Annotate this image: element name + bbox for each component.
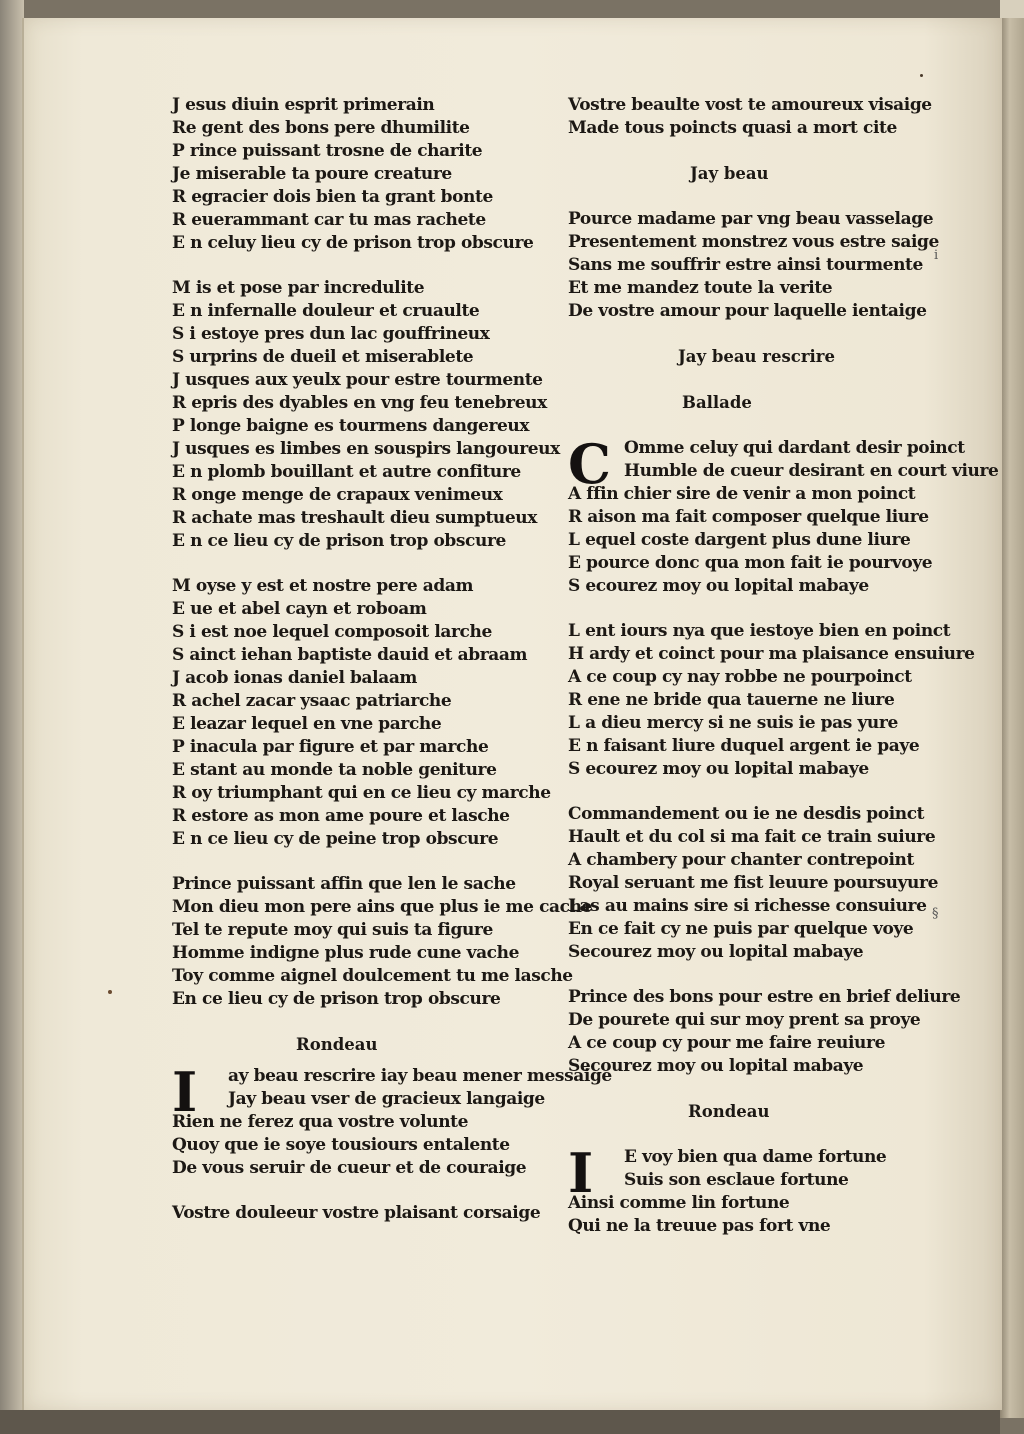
verse-line: R oy triumphant qui en ce lieu cy marche <box>172 783 551 803</box>
verse-line: R estore as mon ame poure et lasche <box>172 806 510 826</box>
ink-spot <box>108 990 112 994</box>
verse-line: Secourez moy ou lopital mabaye <box>568 1056 864 1076</box>
verse-line: E n infernalle douleur et cruaulte <box>172 301 480 321</box>
verse-line: E ue et abel cayn et roboam <box>172 599 427 619</box>
verse-line: S ecourez moy ou lopital mabaye <box>568 759 869 779</box>
verse-line: Royal seruant me fist leuure poursuyure <box>568 873 938 893</box>
verse-line: Et me mandez toute la verite <box>568 278 833 298</box>
margin-mark: i <box>934 248 939 263</box>
verse-line: Re gent des bons pere dhumilite <box>172 118 470 138</box>
verse-line: Secourez moy ou lopital mabaye <box>568 942 864 962</box>
verse-line: A chambery pour chanter contrepoint <box>568 850 914 870</box>
verse-line: R euerammant car tu mas rachete <box>172 210 486 230</box>
verse-line: Made tous poincts quasi a mort cite <box>568 118 897 138</box>
verse-line: E n ce lieu cy de peine trop obscure <box>172 829 499 849</box>
verse-line: Qui ne la treuue pas fort vne <box>568 1216 831 1236</box>
verse-line: R ene ne bride qua tauerne ne liure <box>568 690 895 710</box>
verse-line: E n ce lieu cy de prison trop obscure <box>172 531 506 551</box>
verse-line: R epris des dyables en vng feu tenebreux <box>172 393 547 413</box>
section-heading: Jay beau rescrire <box>678 347 835 366</box>
verse-line: Mon dieu mon pere ains que plus ie me cache <box>172 897 592 917</box>
verse-line: Presentement monstrez vous estre saige <box>568 232 939 252</box>
right-stanza-a <box>568 208 948 323</box>
verse-line: R achate mas treshault dieu sumptueux <box>172 508 537 528</box>
right-stanza-b <box>568 620 975 781</box>
verse-line: E voy bien qua dame fortune <box>624 1147 887 1167</box>
verse-line: L ent iours nya que iestoye bien en poinct <box>568 621 951 641</box>
verse-line: Vostre douleeur vostre plaisant corsaige <box>172 1203 541 1223</box>
verse-line: P longe baigne es tourmens dangereux <box>172 416 530 436</box>
verse-line: R aison ma fait composer quelque liure <box>568 507 929 527</box>
verse-line: R onge menge de crapaux venimeux <box>172 485 503 505</box>
ballade-heading: Ballade <box>682 393 752 412</box>
verse-line: Prince des bons pour estre en brief deliure <box>568 987 961 1007</box>
drop-cap: C <box>568 432 611 496</box>
verse-line: En ce fait cy ne puis par quelque voye <box>568 919 914 939</box>
verse-line: Omme celuy qui dardant desir poinct <box>624 438 965 458</box>
bottom-edge <box>0 1410 1000 1434</box>
ink-spot <box>920 74 923 77</box>
verse-line: R egracier dois bien ta grant bonte <box>172 187 493 207</box>
verse-line: Prince puissant affin que len le sache <box>172 874 516 894</box>
left-stanza-1 <box>172 94 552 255</box>
verse-line: S urprins de dueil et miserablete <box>172 347 474 367</box>
verse-line: S i est noe lequel composoit larche <box>172 622 492 642</box>
verse-line: J acob ionas daniel balaam <box>172 668 418 688</box>
verse-line: Vostre beaulte vost te amoureux visaige <box>568 95 932 115</box>
verse-line: Jay beau vser de gracieux langaige <box>228 1089 545 1109</box>
verse-line: ay beau rescrire iay beau mener messaige <box>228 1066 612 1086</box>
verse-line: Las au mains sire si richesse consuiure <box>568 896 927 916</box>
section-heading: Jay beau <box>690 164 769 183</box>
rondeau-heading: Rondeau <box>688 1102 770 1121</box>
verse-line: Pource madame par vng beau vasselage <box>568 209 934 229</box>
verse-line: A ffin chier sire de venir a mon poinct <box>568 484 916 504</box>
left-stanza-3 <box>172 575 552 851</box>
verse-line: Suis son esclaue fortune <box>624 1170 849 1190</box>
verse-line: Hault et du col si ma fait ce train suiure <box>568 827 936 847</box>
verse-line: Humble de cueur desirant en court viure <box>624 461 999 481</box>
verse-line: E n plomb bouillant et autre confiture <box>172 462 521 482</box>
verse-line: R achel zacar ysaac patriarche <box>172 691 452 711</box>
book-spine <box>1000 18 1024 1418</box>
verse-line: J esus diuin esprit primerain <box>172 95 435 115</box>
verse-line: S ecourez moy ou lopital mabaye <box>568 576 869 596</box>
verse-line: S ainct iehan baptiste dauid et abraam <box>172 645 528 665</box>
right-stanza-c <box>568 803 948 964</box>
verse-line: E pource donc qua mon fait ie pourvoye <box>568 553 933 573</box>
verse-line: Commandement ou ie ne desdis poinct <box>568 804 925 824</box>
right-opening <box>568 94 948 140</box>
verse-line: H ardy et coinct pour ma plaisance ensuiure <box>568 644 975 664</box>
left-envoi <box>172 873 592 1011</box>
verse-line: M is et pose par incredulite <box>172 278 425 298</box>
left-column <box>172 94 612 1225</box>
verse-line: J usques es limbes en souspirs langoureux <box>172 439 560 459</box>
verse-line: De vostre amour pour laquelle ientaige <box>568 301 927 321</box>
verse-line: P inacula par figure et par marche <box>172 737 489 757</box>
verse-line: Ainsi comme lin fortune <box>568 1193 790 1213</box>
verse-line: P rince puissant trosne de charite <box>172 141 483 161</box>
verse-line: Je miserable ta poure creature <box>172 164 452 184</box>
verse-line: Quoy que ie soye tousiours entalente <box>172 1135 510 1155</box>
verse-line: Homme indigne plus rude cune vache <box>172 943 520 963</box>
verse-line: J usques aux yeulx pour estre tourmente <box>172 370 543 390</box>
verse-line: Rien ne ferez qua vostre volunte <box>172 1112 469 1132</box>
verse-line: E stant au monde ta noble geniture <box>172 760 497 780</box>
verse-line: De pourete qui sur moy prent sa proye <box>568 1010 921 1030</box>
verse-line: Tel te repute moy qui suis ta figure <box>172 920 493 940</box>
verse-line: En ce lieu cy de prison trop obscure <box>172 989 501 1009</box>
verse-line: A ce coup cy pour me faire reuiure <box>568 1033 885 1053</box>
margin-mark: § <box>932 906 939 921</box>
verse-line: L equel coste dargent plus dune liure <box>568 530 911 550</box>
left-margin-shadow <box>0 0 24 1434</box>
verse-line: E n faisant liure duquel argent ie paye <box>568 736 920 756</box>
verse-line: Toy comme aignel doulcement tu me lasche <box>172 966 573 986</box>
verse-line: M oyse y est et nostre pere adam <box>172 576 474 596</box>
verse-line: L a dieu mercy si ne suis ie pas yure <box>568 713 898 733</box>
verse-line: Sans me souffrir estre ainsi tourmente <box>568 255 923 275</box>
drop-cap: I <box>172 1060 198 1124</box>
verse-line: S i estoye pres dun lac gouffrineux <box>172 324 490 344</box>
verse-line: A ce coup cy nay robbe ne pourpoinct <box>568 667 912 687</box>
right-envoi <box>568 986 961 1078</box>
verse-line: De vous seruir de cueur et de couraige <box>172 1158 527 1178</box>
verse-line: E leazar lequel en vne parche <box>172 714 442 734</box>
left-stanza-2 <box>172 277 560 553</box>
right-column <box>568 94 999 1238</box>
verse-line: E n celuy lieu cy de prison trop obscure <box>172 233 534 253</box>
rondeau-heading: Rondeau <box>296 1035 378 1054</box>
drop-cap: I <box>568 1141 594 1205</box>
